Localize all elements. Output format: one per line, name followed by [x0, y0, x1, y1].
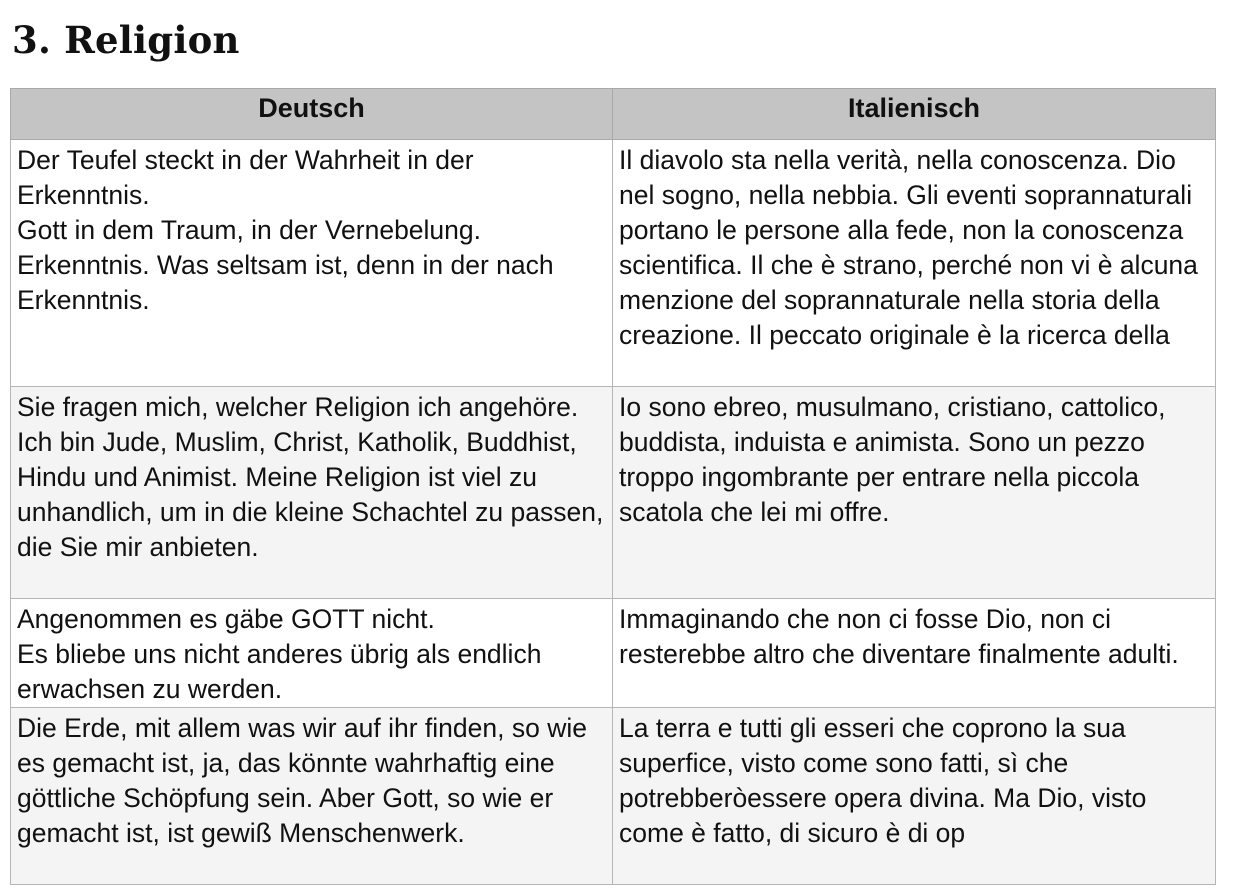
cell-text: Der Teufel steckt in der Wahrheit in der Erkenntnis. Gott in dem Traum, in der Vernebelung. Erkenntnis. Was seltsam ist, denn in der nach Erkenntnis. [17, 145, 554, 315]
translation-table [10, 88, 1216, 885]
table-row [11, 599, 1216, 708]
cell-italienisch: Immaginando che non ci fosse Dio, non ci resterebbe altro che diventare finalmente adulti. [613, 599, 1216, 708]
cell-deutsch: Die Erde, mit allem was wir auf ihr finden, so wie es gemacht ist, ja, das könnte wahrhaftig eine göttliche Schöpfung sein. Aber Gott, so wie er gemacht ist, ist gewiß Menschenwerk. [11, 708, 613, 885]
cell-italienisch [613, 140, 1216, 387]
table-row [11, 140, 1216, 387]
cell-deutsch [11, 140, 613, 387]
cell-deutsch: Angenommen es gäbe GOTT nicht. Es bliebe uns nicht anderes übrig als endlich erwachsen zu werden. [11, 599, 613, 708]
cell-italienisch: Io sono ebreo, musulmano, cristiano, cattolico, buddista, induista e animista. Sono un pezzo troppo ingombrante per entrare nella piccola scatola che lei mi offre. [613, 387, 1216, 599]
cell-deutsch: Sie fragen mich, welcher Religion ich angehöre. Ich bin Jude, Muslim, Christ, Katholik, Buddhist, Hindu und Animist. Meine Religion ist viel zu unhandlich, um in die kleine Schachtel zu passen, die Sie mir anbieten. [11, 387, 613, 599]
column-header-italienisch: Italienisch [613, 89, 1216, 140]
table-header-row [11, 89, 1216, 140]
column-header-deutsch: Deutsch [11, 89, 613, 140]
table-row [11, 387, 1216, 599]
cell-italienisch: La terra e tutti gli esseri che coprono la sua superfice, visto come sono fatti, sì che potrebberòessere opera divina. Ma Dio, visto come è fatto, di sicuro è di op [613, 708, 1216, 885]
section-title: 3. Religion [12, 18, 240, 62]
cell-text: Il diavolo sta nella verità, nella conoscenza. Dio nel sogno, nella nebbia. Gli eventi soprannaturali portano le persone alla fede, non la conoscenza scientifica. Il che è strano, perché non vi è alcuna menzione del soprannaturale nella storia della creazione. Il peccato originale è la ricerca della [619, 145, 1206, 350]
table-row [11, 708, 1216, 885]
